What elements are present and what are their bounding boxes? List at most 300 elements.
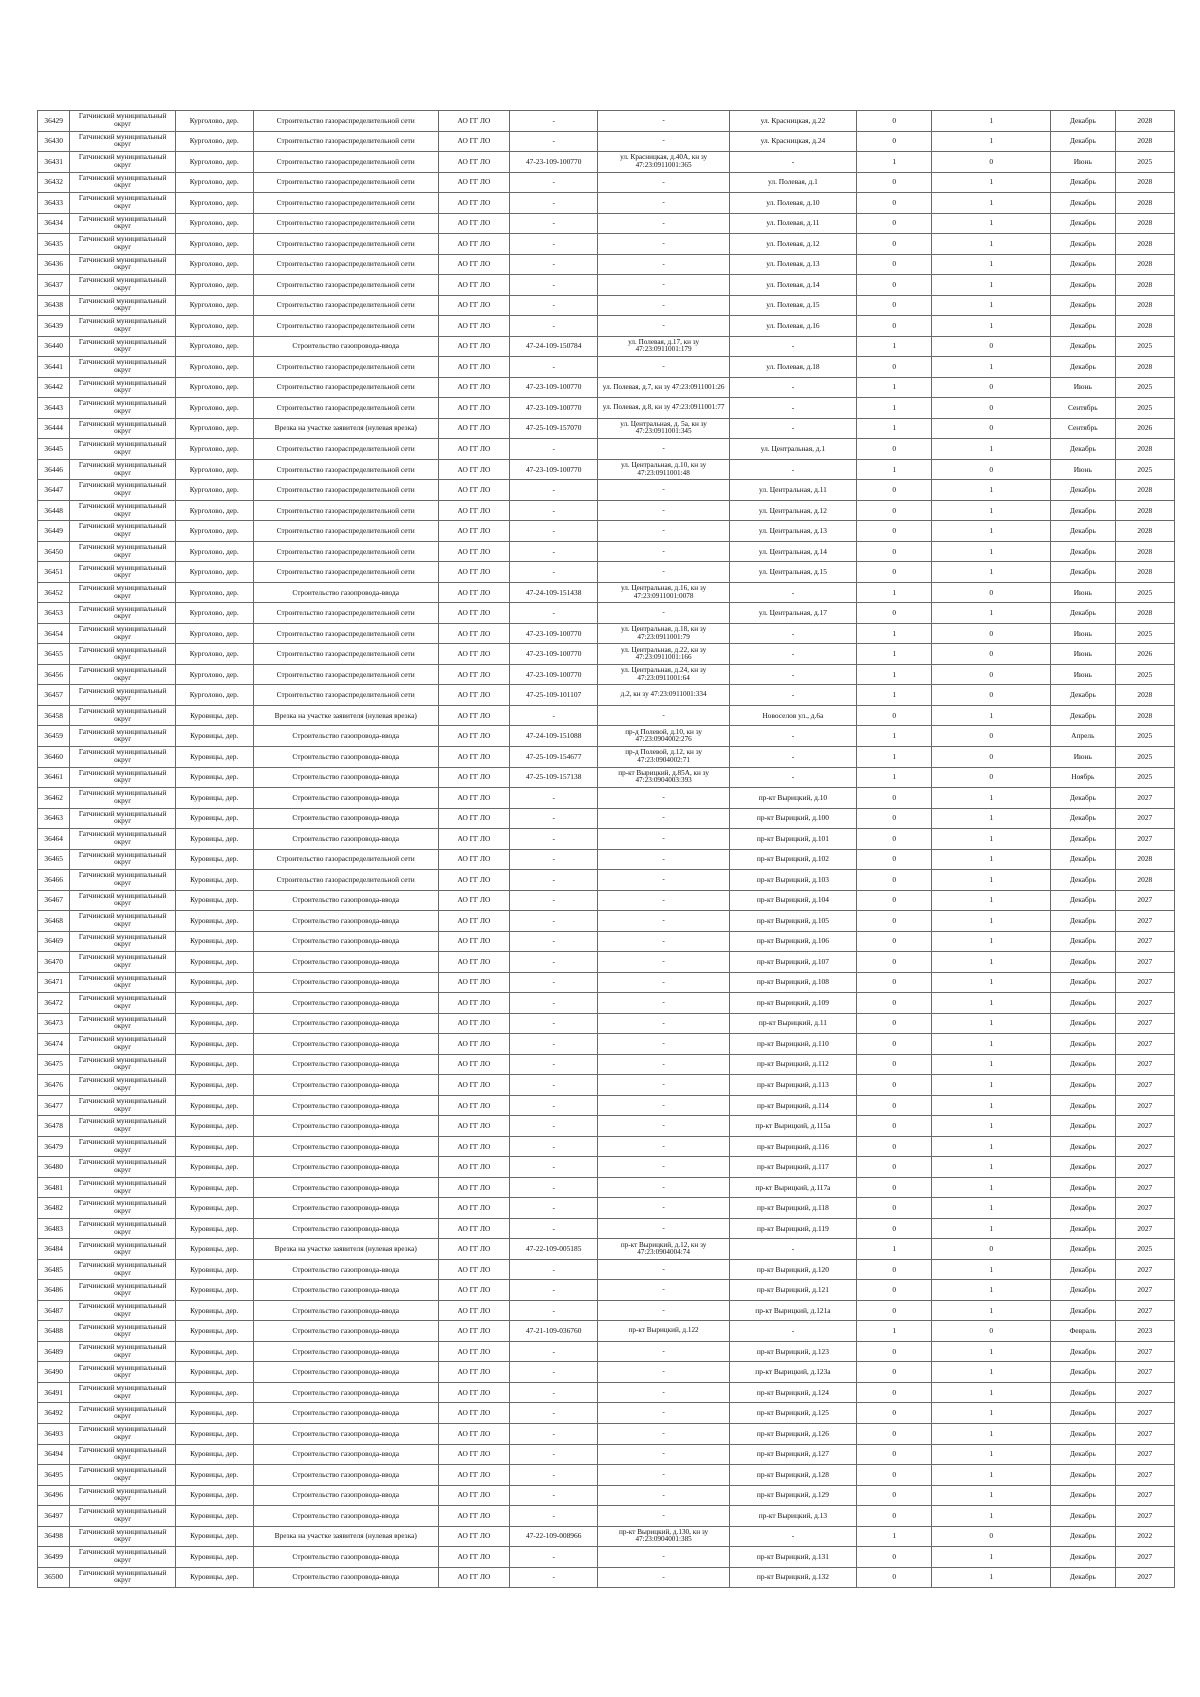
cell-count-a: 1 xyxy=(857,336,932,357)
table-row xyxy=(38,644,1175,665)
cell-month: Декабрь xyxy=(1050,254,1115,275)
table-row xyxy=(38,1547,1175,1568)
cell-owner: АО ГГ ЛО xyxy=(438,316,509,337)
cell-address: пр-кт Вырицкий, д.129 xyxy=(729,1485,856,1506)
cell-owner: АО ГГ ЛО xyxy=(438,459,509,480)
cell-count-b: 1 xyxy=(932,541,1051,562)
cell-district: Гатчинский муниципальный округ xyxy=(70,377,176,398)
cell-settlement: Куровицы, дер. xyxy=(175,1136,253,1157)
cell-count-b: 1 xyxy=(932,870,1051,891)
cell-address: пр-кт Вырицкий, д.131 xyxy=(729,1547,856,1568)
cell-tu-number: - xyxy=(510,1013,598,1034)
cell-work-type: Строительство газопровода-ввода xyxy=(253,1547,438,1568)
cell-district: Гатчинский муниципальный округ xyxy=(70,1259,176,1280)
table-row xyxy=(38,1444,1175,1465)
cell-district: Гатчинский муниципальный округ xyxy=(70,870,176,891)
cell-work-type: Строительство газопровода-ввода xyxy=(253,1177,438,1198)
cell-row-number: 36478 xyxy=(38,1116,70,1137)
cell-work-type: Строительство газопровода-ввода xyxy=(253,1116,438,1137)
cell-address: пр-кт Вырицкий, д.103 xyxy=(729,870,856,891)
cell-settlement: Куровицы, дер. xyxy=(175,1547,253,1568)
cell-tu-number: - xyxy=(510,193,598,214)
cell-month: Декабрь xyxy=(1050,1485,1115,1506)
cell-work-type: Строительство газопровода-ввода xyxy=(253,1424,438,1445)
cell-cadastral: - xyxy=(598,439,729,460)
cell-district: Гатчинский муниципальный округ xyxy=(70,603,176,624)
cell-tu-number: - xyxy=(510,275,598,296)
table-row xyxy=(38,459,1175,480)
cell-cadastral: - xyxy=(598,1054,729,1075)
cell-count-a: 1 xyxy=(857,418,932,439)
cell-district: Гатчинский муниципальный округ xyxy=(70,911,176,932)
cell-address: - xyxy=(729,1526,856,1547)
cell-month: Июнь xyxy=(1050,623,1115,644)
cell-row-number: 36490 xyxy=(38,1362,70,1383)
cell-tu-number: - xyxy=(510,1465,598,1486)
cell-count-b: 1 xyxy=(932,275,1051,296)
cell-count-b: 1 xyxy=(932,357,1051,378)
cell-district: Гатчинский муниципальный округ xyxy=(70,1116,176,1137)
table-row xyxy=(38,911,1175,932)
cell-cadastral: - xyxy=(598,131,729,152)
cell-row-number: 36443 xyxy=(38,398,70,419)
cell-address: пр-кт Вырицкий, д.101 xyxy=(729,829,856,850)
cell-address: пр-кт Вырицкий, д.117а xyxy=(729,1177,856,1198)
cell-tu-number: - xyxy=(510,131,598,152)
cell-address: пр-кт Вырицкий, д.128 xyxy=(729,1465,856,1486)
cell-settlement: Курголово, дер. xyxy=(175,480,253,501)
cell-work-type: Строительство газопровода-ввода xyxy=(253,1034,438,1055)
gasification-plan-table xyxy=(37,110,1175,1588)
cell-tu-number: 47-23-109-100770 xyxy=(510,644,598,665)
cell-work-type: Строительство газопровода-ввода xyxy=(253,808,438,829)
cell-cadastral: - xyxy=(598,357,729,378)
cell-month: Декабрь xyxy=(1050,1177,1115,1198)
cell-settlement: Куровицы, дер. xyxy=(175,1054,253,1075)
cell-count-a: 0 xyxy=(857,1485,932,1506)
cell-address: ул. Центральная, д.12 xyxy=(729,500,856,521)
cell-row-number: 36486 xyxy=(38,1280,70,1301)
cell-count-a: 1 xyxy=(857,1239,932,1260)
cell-district: Гатчинский муниципальный округ xyxy=(70,705,176,726)
cell-work-type: Строительство газопровода-ввода xyxy=(253,1506,438,1527)
cell-year: 2028 xyxy=(1115,521,1174,542)
cell-count-b: 1 xyxy=(932,1362,1051,1383)
cell-month: Декабрь xyxy=(1050,603,1115,624)
cell-tu-number: - xyxy=(510,1075,598,1096)
cell-count-b: 0 xyxy=(932,418,1051,439)
cell-district: Гатчинский муниципальный округ xyxy=(70,644,176,665)
cell-count-a: 0 xyxy=(857,193,932,214)
cell-month: Декабрь xyxy=(1050,911,1115,932)
cell-district: Гатчинский муниципальный округ xyxy=(70,1424,176,1445)
cell-month: Декабрь xyxy=(1050,685,1115,706)
cell-month: Декабрь xyxy=(1050,788,1115,809)
cell-work-type: Строительство газопровода-ввода xyxy=(253,726,438,747)
cell-owner: АО ГГ ЛО xyxy=(438,829,509,850)
cell-year: 2025 xyxy=(1115,377,1174,398)
cell-count-b: 1 xyxy=(932,1075,1051,1096)
cell-tu-number: - xyxy=(510,234,598,255)
cell-cadastral: - xyxy=(598,295,729,316)
cell-row-number: 36484 xyxy=(38,1239,70,1260)
cell-work-type: Строительство газораспределительной сети xyxy=(253,111,438,132)
cell-settlement: Куровицы, дер. xyxy=(175,911,253,932)
cell-count-a: 0 xyxy=(857,521,932,542)
table-row xyxy=(38,623,1175,644)
cell-owner: АО ГГ ЛО xyxy=(438,685,509,706)
cell-cadastral: ул. Полевая, д.17, кн зу 47:23:0911001:179 xyxy=(598,336,729,357)
table-row xyxy=(38,275,1175,296)
cell-address: пр-кт Вырицкий, д.132 xyxy=(729,1567,856,1588)
cell-address: ул. Полевая, д.18 xyxy=(729,357,856,378)
cell-settlement: Курголово, дер. xyxy=(175,193,253,214)
cell-tu-number: - xyxy=(510,829,598,850)
cell-settlement: Курголово, дер. xyxy=(175,439,253,460)
cell-tu-number: 47-25-109-157138 xyxy=(510,767,598,788)
cell-work-type: Строительство газопровода-ввода xyxy=(253,336,438,357)
cell-owner: АО ГГ ЛО xyxy=(438,439,509,460)
cell-district: Гатчинский муниципальный округ xyxy=(70,1013,176,1034)
cell-settlement: Куровицы, дер. xyxy=(175,1095,253,1116)
cell-month: Декабрь xyxy=(1050,1095,1115,1116)
cell-work-type: Строительство газопровода-ввода xyxy=(253,1485,438,1506)
cell-month: Декабрь xyxy=(1050,480,1115,501)
cell-count-b: 1 xyxy=(932,131,1051,152)
cell-settlement: Куровицы, дер. xyxy=(175,1485,253,1506)
cell-row-number: 36497 xyxy=(38,1506,70,1527)
table-row xyxy=(38,1034,1175,1055)
table-row xyxy=(38,767,1175,788)
cell-count-a: 0 xyxy=(857,1382,932,1403)
cell-district: Гатчинский муниципальный округ xyxy=(70,808,176,829)
cell-count-a: 0 xyxy=(857,131,932,152)
cell-address: - xyxy=(729,1321,856,1342)
cell-district: Гатчинский муниципальный округ xyxy=(70,1485,176,1506)
cell-month: Декабрь xyxy=(1050,562,1115,583)
cell-cadastral: - xyxy=(598,1136,729,1157)
cell-month: Декабрь xyxy=(1050,1547,1115,1568)
cell-work-type: Строительство газораспределительной сети xyxy=(253,439,438,460)
cell-address: пр-кт Вырицкий, д.109 xyxy=(729,993,856,1014)
cell-owner: АО ГГ ЛО xyxy=(438,1095,509,1116)
cell-tu-number: 47-24-109-151438 xyxy=(510,582,598,603)
cell-work-type: Строительство газораспределительной сети xyxy=(253,480,438,501)
cell-district: Гатчинский муниципальный округ xyxy=(70,623,176,644)
cell-count-a: 0 xyxy=(857,1075,932,1096)
cell-work-type: Строительство газораспределительной сети xyxy=(253,541,438,562)
cell-cadastral: пр-кт Вырицкий, д.85А, кн зу 47:23:0904003:393 xyxy=(598,767,729,788)
cell-owner: АО ГГ ЛО xyxy=(438,500,509,521)
table-row xyxy=(38,234,1175,255)
cell-count-b: 1 xyxy=(932,1177,1051,1198)
cell-cadastral: - xyxy=(598,1465,729,1486)
cell-row-number: 36485 xyxy=(38,1259,70,1280)
cell-tu-number: 47-23-109-100770 xyxy=(510,459,598,480)
cell-year: 2027 xyxy=(1115,952,1174,973)
cell-settlement: Курголово, дер. xyxy=(175,152,253,173)
cell-month: Июнь xyxy=(1050,746,1115,767)
cell-row-number: 36429 xyxy=(38,111,70,132)
cell-settlement: Курголово, дер. xyxy=(175,541,253,562)
cell-year: 2027 xyxy=(1115,1444,1174,1465)
cell-row-number: 36475 xyxy=(38,1054,70,1075)
cell-tu-number: 47-24-109-151088 xyxy=(510,726,598,747)
cell-cadastral: д.2, кн зу 47:23:0911001:334 xyxy=(598,685,729,706)
cell-address: пр-кт Вырицкий, д.116 xyxy=(729,1136,856,1157)
cell-work-type: Строительство газопровода-ввода xyxy=(253,1013,438,1034)
cell-address: пр-кт Вырицкий, д.112 xyxy=(729,1054,856,1075)
cell-row-number: 36500 xyxy=(38,1567,70,1588)
cell-district: Гатчинский муниципальный округ xyxy=(70,1382,176,1403)
table-row xyxy=(38,582,1175,603)
cell-count-b: 1 xyxy=(932,1116,1051,1137)
cell-address: ул. Красницкая, д.22 xyxy=(729,111,856,132)
cell-year: 2027 xyxy=(1115,1259,1174,1280)
table-row xyxy=(38,1075,1175,1096)
cell-month: Декабрь xyxy=(1050,1341,1115,1362)
cell-month: Апрель xyxy=(1050,726,1115,747)
table-row xyxy=(38,808,1175,829)
cell-work-type: Врезка на участке заявителя (нулевая врезка) xyxy=(253,418,438,439)
cell-cadastral: - xyxy=(598,829,729,850)
cell-settlement: Куровицы, дер. xyxy=(175,952,253,973)
cell-month: Декабрь xyxy=(1050,1259,1115,1280)
cell-district: Гатчинский муниципальный округ xyxy=(70,193,176,214)
cell-row-number: 36469 xyxy=(38,931,70,952)
cell-district: Гатчинский муниципальный округ xyxy=(70,1095,176,1116)
cell-cadastral: ул. Центральная, д.24, кн зу 47:23:0911001:64 xyxy=(598,664,729,685)
cell-count-b: 1 xyxy=(932,172,1051,193)
table-row xyxy=(38,1198,1175,1219)
table-row xyxy=(38,480,1175,501)
cell-cadastral: - xyxy=(598,111,729,132)
cell-work-type: Врезка на участке заявителя (нулевая врезка) xyxy=(253,1526,438,1547)
cell-month: Декабрь xyxy=(1050,1424,1115,1445)
cell-tu-number: - xyxy=(510,541,598,562)
cell-settlement: Куровицы, дер. xyxy=(175,931,253,952)
cell-owner: АО ГГ ЛО xyxy=(438,336,509,357)
cell-cadastral: пр-кт Вырицкий, д.12, кн зу 47:23:0904004:74 xyxy=(598,1239,729,1260)
table-row xyxy=(38,705,1175,726)
cell-owner: АО ГГ ЛО xyxy=(438,644,509,665)
table-row xyxy=(38,952,1175,973)
cell-month: Декабрь xyxy=(1050,213,1115,234)
cell-work-type: Строительство газопровода-ввода xyxy=(253,1054,438,1075)
cell-settlement: Курголово, дер. xyxy=(175,521,253,542)
cell-district: Гатчинский муниципальный округ xyxy=(70,1465,176,1486)
cell-settlement: Куровицы, дер. xyxy=(175,1013,253,1034)
cell-owner: АО ГГ ЛО xyxy=(438,295,509,316)
cell-tu-number: - xyxy=(510,890,598,911)
table-row xyxy=(38,1300,1175,1321)
cell-year: 2028 xyxy=(1115,131,1174,152)
cell-count-a: 0 xyxy=(857,500,932,521)
cell-owner: АО ГГ ЛО xyxy=(438,972,509,993)
cell-cadastral: - xyxy=(598,1485,729,1506)
cell-year: 2025 xyxy=(1115,336,1174,357)
cell-count-a: 1 xyxy=(857,644,932,665)
cell-month: Февраль xyxy=(1050,1321,1115,1342)
cell-address: ул. Полевая, д.14 xyxy=(729,275,856,296)
cell-row-number: 36477 xyxy=(38,1095,70,1116)
cell-tu-number: - xyxy=(510,1218,598,1239)
cell-row-number: 36446 xyxy=(38,459,70,480)
cell-row-number: 36470 xyxy=(38,952,70,973)
cell-owner: АО ГГ ЛО xyxy=(438,1157,509,1178)
cell-tu-number: 47-23-109-100770 xyxy=(510,398,598,419)
table-row xyxy=(38,993,1175,1014)
table-row xyxy=(38,746,1175,767)
cell-settlement: Куровицы, дер. xyxy=(175,1300,253,1321)
cell-row-number: 36445 xyxy=(38,439,70,460)
cell-month: Декабрь xyxy=(1050,1198,1115,1219)
cell-count-b: 1 xyxy=(932,480,1051,501)
cell-address: ул. Полевая, д.10 xyxy=(729,193,856,214)
cell-year: 2025 xyxy=(1115,398,1174,419)
cell-count-a: 1 xyxy=(857,1526,932,1547)
cell-district: Гатчинский муниципальный округ xyxy=(70,582,176,603)
cell-work-type: Строительство газораспределительной сети xyxy=(253,316,438,337)
cell-district: Гатчинский муниципальный округ xyxy=(70,152,176,173)
cell-settlement: Куровицы, дер. xyxy=(175,993,253,1014)
cell-count-b: 1 xyxy=(932,829,1051,850)
cell-month: Сентябрь xyxy=(1050,398,1115,419)
cell-count-a: 0 xyxy=(857,357,932,378)
cell-owner: АО ГГ ЛО xyxy=(438,890,509,911)
cell-tu-number: - xyxy=(510,1095,598,1116)
cell-settlement: Курголово, дер. xyxy=(175,172,253,193)
cell-tu-number: - xyxy=(510,1157,598,1178)
cell-district: Гатчинский муниципальный округ xyxy=(70,521,176,542)
cell-district: Гатчинский муниципальный округ xyxy=(70,1177,176,1198)
cell-work-type: Строительство газопровода-ввода xyxy=(253,1136,438,1157)
cell-cadastral: ул. Центральная, д.18, кн зу 47:23:0911001:79 xyxy=(598,623,729,644)
cell-count-a: 0 xyxy=(857,1136,932,1157)
cell-owner: АО ГГ ЛО xyxy=(438,131,509,152)
cell-year: 2027 xyxy=(1115,911,1174,932)
cell-work-type: Строительство газораспределительной сети xyxy=(253,603,438,624)
cell-address: пр-кт Вырицкий, д.118 xyxy=(729,1198,856,1219)
cell-row-number: 36498 xyxy=(38,1526,70,1547)
cell-tu-number: 47-25-109-101107 xyxy=(510,685,598,706)
table-row xyxy=(38,1362,1175,1383)
cell-year: 2028 xyxy=(1115,295,1174,316)
cell-district: Гатчинский муниципальный округ xyxy=(70,1280,176,1301)
cell-count-b: 1 xyxy=(932,521,1051,542)
cell-row-number: 36450 xyxy=(38,541,70,562)
cell-count-a: 0 xyxy=(857,254,932,275)
cell-month: Июнь xyxy=(1050,152,1115,173)
cell-row-number: 36439 xyxy=(38,316,70,337)
cell-settlement: Курголово, дер. xyxy=(175,377,253,398)
cell-row-number: 36453 xyxy=(38,603,70,624)
cell-settlement: Курголово, дер. xyxy=(175,336,253,357)
cell-month: Ноябрь xyxy=(1050,767,1115,788)
cell-cadastral: - xyxy=(598,890,729,911)
table-row xyxy=(38,1157,1175,1178)
cell-owner: АО ГГ ЛО xyxy=(438,152,509,173)
cell-year: 2028 xyxy=(1115,111,1174,132)
cell-district: Гатчинский муниципальный округ xyxy=(70,726,176,747)
cell-address: ул. Центральная, д.17 xyxy=(729,603,856,624)
cell-count-a: 0 xyxy=(857,1280,932,1301)
cell-row-number: 36449 xyxy=(38,521,70,542)
cell-year: 2027 xyxy=(1115,1034,1174,1055)
cell-district: Гатчинский муниципальный округ xyxy=(70,1075,176,1096)
cell-owner: АО ГГ ЛО xyxy=(438,952,509,973)
table-row xyxy=(38,1013,1175,1034)
cell-row-number: 36437 xyxy=(38,275,70,296)
cell-month: Декабрь xyxy=(1050,439,1115,460)
cell-owner: АО ГГ ЛО xyxy=(438,377,509,398)
cell-year: 2027 xyxy=(1115,1136,1174,1157)
cell-row-number: 36473 xyxy=(38,1013,70,1034)
cell-row-number: 36471 xyxy=(38,972,70,993)
cell-settlement: Куровицы, дер. xyxy=(175,1239,253,1260)
table-row xyxy=(38,726,1175,747)
cell-owner: АО ГГ ЛО xyxy=(438,1424,509,1445)
cell-settlement: Курголово, дер. xyxy=(175,562,253,583)
cell-tu-number: - xyxy=(510,1506,598,1527)
cell-tu-number: - xyxy=(510,295,598,316)
cell-settlement: Курголово, дер. xyxy=(175,131,253,152)
cell-cadastral: - xyxy=(598,931,729,952)
cell-owner: АО ГГ ЛО xyxy=(438,275,509,296)
table-row xyxy=(38,931,1175,952)
cell-work-type: Строительство газопровода-ввода xyxy=(253,1403,438,1424)
cell-row-number: 36442 xyxy=(38,377,70,398)
cell-row-number: 36459 xyxy=(38,726,70,747)
cell-owner: АО ГГ ЛО xyxy=(438,1547,509,1568)
cell-row-number: 36458 xyxy=(38,705,70,726)
cell-settlement: Курголово, дер. xyxy=(175,685,253,706)
cell-cadastral: - xyxy=(598,1034,729,1055)
cell-month: Декабрь xyxy=(1050,521,1115,542)
cell-month: Декабрь xyxy=(1050,1239,1115,1260)
table-row xyxy=(38,1054,1175,1075)
cell-count-b: 1 xyxy=(932,931,1051,952)
cell-settlement: Куровицы, дер. xyxy=(175,1280,253,1301)
cell-cadastral: - xyxy=(598,1362,729,1383)
cell-cadastral: - xyxy=(598,254,729,275)
cell-count-b: 1 xyxy=(932,234,1051,255)
cell-address: - xyxy=(729,398,856,419)
cell-year: 2027 xyxy=(1115,1054,1174,1075)
cell-count-b: 1 xyxy=(932,1218,1051,1239)
cell-cadastral: - xyxy=(598,1259,729,1280)
cell-year: 2022 xyxy=(1115,1526,1174,1547)
cell-cadastral: - xyxy=(598,1198,729,1219)
cell-month: Декабрь xyxy=(1050,357,1115,378)
cell-year: 2025 xyxy=(1115,746,1174,767)
cell-address: пр-кт Вырицкий, д.120 xyxy=(729,1259,856,1280)
table-body xyxy=(38,111,1175,1588)
cell-row-number: 36433 xyxy=(38,193,70,214)
cell-month: Декабрь xyxy=(1050,1465,1115,1486)
cell-owner: АО ГГ ЛО xyxy=(438,111,509,132)
cell-count-a: 0 xyxy=(857,480,932,501)
table-row xyxy=(38,1177,1175,1198)
cell-settlement: Куровицы, дер. xyxy=(175,1362,253,1383)
cell-work-type: Строительство газопровода-ввода xyxy=(253,1341,438,1362)
cell-owner: АО ГГ ЛО xyxy=(438,1259,509,1280)
cell-count-b: 1 xyxy=(932,1013,1051,1034)
cell-year: 2028 xyxy=(1115,500,1174,521)
cell-year: 2027 xyxy=(1115,1424,1174,1445)
cell-address: пр-кт Вырицкий, д.121 xyxy=(729,1280,856,1301)
table-row xyxy=(38,1485,1175,1506)
